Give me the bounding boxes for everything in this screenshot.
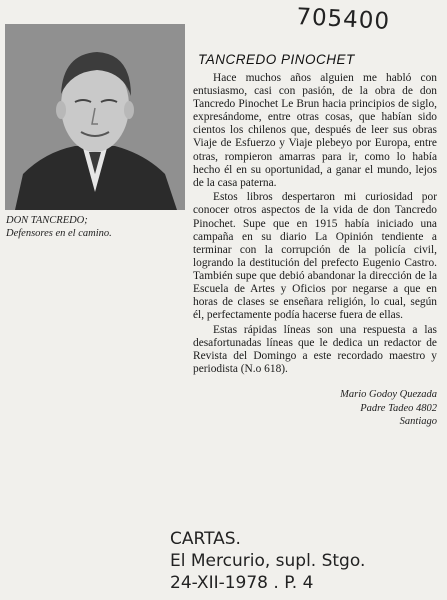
- signature-city: Santiago: [399, 416, 437, 427]
- source-section: CARTAS.: [170, 529, 241, 549]
- caption-text: Defensores en el camino.: [6, 228, 112, 239]
- article-title: TANCREDO PINOCHET: [198, 52, 355, 67]
- article-paragraph: Hace muchos años alguien me habló con entusiasmo, casi con pasión, de la obra de don Tancredo Pinochet Le Brun hacia principios de siglo, expresándome, entre otras cosas, que habían sido cientos los chilenos que, después de leer sus obras Viaje de Esfuerzo y Viaje plebeyo por Europa, entre otras, rompieron amarras para ir, como lo había hecho él en su oportunidad, a ganar el mundo, lejos de la casa paterna.: [193, 72, 437, 189]
- article-paragraph: Estas rápidas líneas son una respuesta a las desafortunadas líneas que le dedica un redactor de Revista del Domingo a este recordado maestro y periodista (N.o 618).: [193, 323, 437, 376]
- portrait-photo: [5, 24, 185, 210]
- article-body: [193, 72, 437, 378]
- caption-name: DON TANCREDO;: [6, 215, 88, 226]
- letter-signature: [250, 388, 437, 429]
- source-publication: El Mercurio, supl. Stgo.: [170, 551, 366, 571]
- signature-name: Mario Godoy Quezada: [340, 389, 437, 400]
- photo-caption: [6, 214, 186, 240]
- handwritten-archive-number: 705400: [295, 4, 391, 35]
- signature-address: Padre Tadeo 4802: [360, 402, 437, 414]
- source-date-page: 24-XII-1978 . P. 4: [170, 573, 314, 593]
- handwritten-source-note: [170, 528, 440, 594]
- article-paragraph: Estos libros despertaron mi curiosidad por conocer otros aspectos de la vida de don Tancredo Pinochet. Supe que en 1915 había iniciado una campaña en su diario La Opinión tendiente a terminar con la corrupción de la policía civil, logrando la destitución del prefecto Eugenio Castro. También supe que debió abandonar la dirección de la Escuela de Artes y Oficios por negarse a que en horas de clases se enseñara religión, lo cual, según él, perfectamente podía hacerse fuera de ellas.: [193, 191, 437, 322]
